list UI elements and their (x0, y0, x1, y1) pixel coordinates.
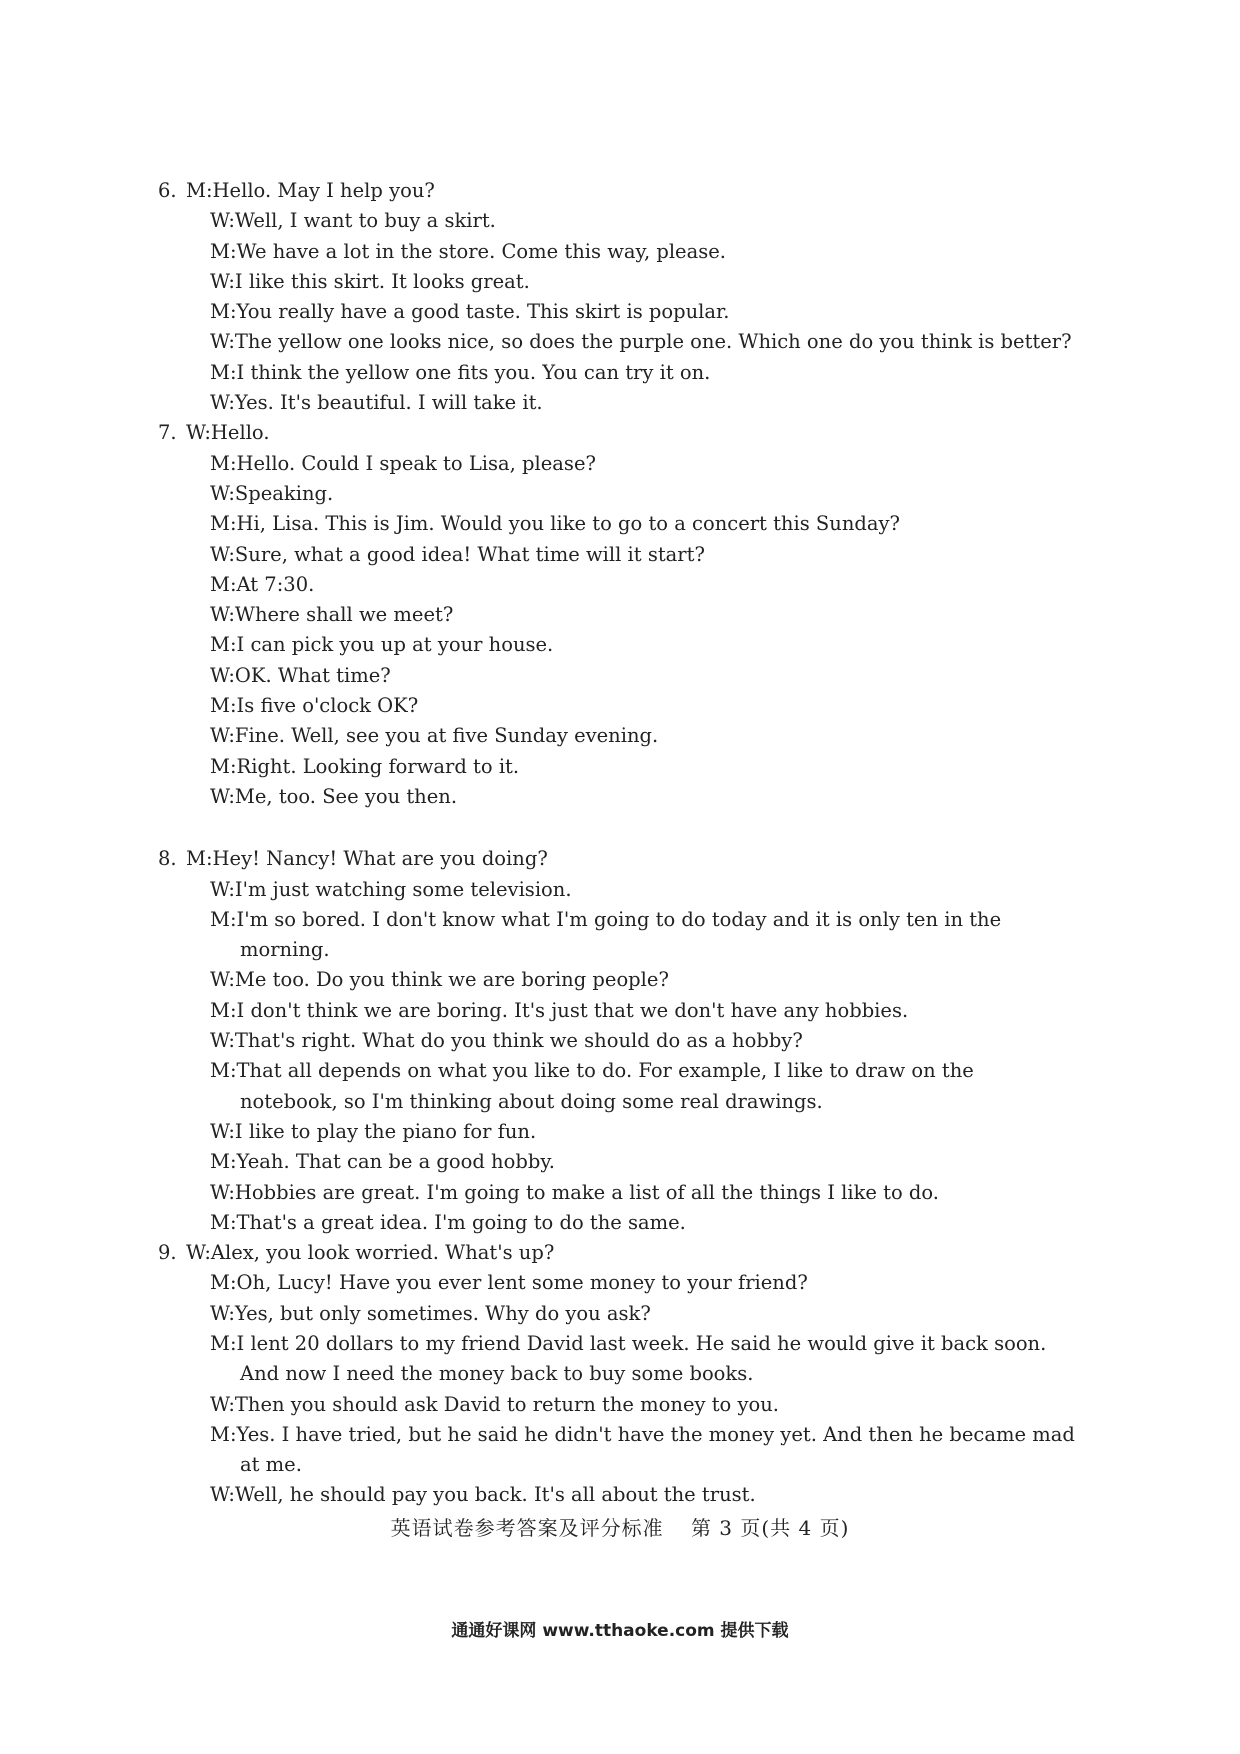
dialogue-line: M:I can pick you up at your house. (210, 633, 554, 657)
dialogue-line: W:Me too. Do you think we are boring people? (210, 968, 669, 992)
dialogue-line: M:You really have a good taste. This skirt is popular. (210, 300, 730, 324)
dialogue-line: M:Hello. Could I speak to Lisa, please? (210, 451, 596, 475)
dialogue-9 (158, 1238, 1075, 1511)
dialogue-line: M:Yeah. That can be a good hobby. (210, 1150, 555, 1174)
dialogue-line: 8. M:Hey! Nancy! What are you doing? (158, 844, 1028, 874)
dialogue-line: M:Is five o'clock OK? (210, 694, 419, 718)
dialogue-8 (158, 844, 1028, 1238)
dialogue-number: 6. (158, 179, 177, 202)
dialogue-line: W:OK. What time? (210, 663, 391, 687)
dialogue-line: W:I'm just watching some television. (210, 877, 572, 901)
dialogue-line: M:That's a great idea. I'm going to do the same. (210, 1210, 686, 1234)
dialogue-content (158, 176, 1075, 1511)
dialogue-line: M:Yes. I have tried, but he said he didn't have the money yet. And then he became mad (210, 1422, 1075, 1446)
dialogue-line: W:The yellow one looks nice, so does the purple one. Which one do you think is better? (210, 330, 1072, 354)
dialogue-line: M:At 7:30. (210, 572, 315, 596)
dialogue-line: W:Well, I want to buy a skirt. (210, 209, 496, 233)
dialogue-number: 9. (158, 1241, 177, 1265)
dialogue-line: W:Speaking. (210, 481, 334, 505)
dialogue-line: M:I'm so bored. I don't know what I'm going to do today and it is only ten in the (210, 907, 1002, 931)
dialogue-number: 8. (158, 847, 177, 871)
dialogue-line: M:I don't think we are boring. It's just that we don't have any hobbies. (210, 998, 909, 1022)
dialogue-line: W:Yes, but only sometimes. Why do you ask? (210, 1301, 651, 1325)
dialogue-line: W:Hobbies are great. I'm going to make a list of all the things I like to do. (210, 1180, 939, 1204)
dialogue-line: W:I like this skirt. It looks great. (210, 269, 530, 293)
page-footer (0, 1512, 1240, 1541)
dialogue-line-continuation: at me. (240, 1453, 302, 1477)
dialogue-7 (158, 418, 1028, 812)
section-gap (158, 812, 1028, 844)
dialogue-line: W:Sure, what a good idea! What time will it start? (210, 542, 705, 566)
dialogue-line: 9. W:Alex, you look worried. What's up? (158, 1238, 1028, 1268)
dialogue-line: W:Then you should ask David to return the money to you. (210, 1392, 779, 1416)
dialogue-line: M:We have a lot in the store. Come this way, please. (210, 239, 726, 263)
dialogue-line: M:Oh, Lucy! Have you ever lent some money to your friend? (210, 1271, 808, 1295)
dialogue-6 (158, 176, 1072, 418)
dialogue-line: W:Fine. Well, see you at five Sunday evening. (210, 724, 659, 748)
download-credit: 通通好课网 www.tthaoke.com 提供下载 (451, 1621, 789, 1641)
dialogue-line: 7. W:Hello. (158, 418, 1028, 448)
dialogue-line: M:Hi, Lisa. This is Jim. Would you like to go to a concert this Sunday? (210, 512, 900, 536)
dialogue-line: W:Yes. It's beautiful. I will take it. (210, 391, 543, 415)
dialogue-line-continuation: morning. (240, 938, 330, 962)
dialogue-line: M:I lent 20 dollars to my friend David last week. He said he would give it back soon. (210, 1331, 1047, 1355)
dialogue-line-continuation: And now I need the money back to buy some books. (240, 1362, 754, 1386)
dialogue-number: 7. (158, 421, 177, 445)
dialogue-line: M:I think the yellow one fits you. You can try it on. (210, 360, 711, 384)
dialogue-line: W:I like to play the piano for fun. (210, 1119, 537, 1143)
footer-page-number: 第 3 页(共 4 页) (690, 1516, 850, 1540)
dialogue-line: W:Where shall we meet? (210, 603, 454, 627)
dialogue-line: W:Well, he should pay you back. It's all about the trust. (210, 1483, 756, 1507)
dialogue-line: 6. M:Hello. May I help you? (158, 176, 1028, 206)
footer-title: 英语试卷参考答案及评分标准 (390, 1516, 664, 1540)
dialogue-line: W:Me, too. See you then. (210, 784, 458, 808)
dialogue-line: M:That all depends on what you like to do. For example, I like to draw on the (210, 1059, 974, 1083)
dialogue-line: W:That's right. What do you think we should do as a hobby? (210, 1029, 803, 1053)
dialogue-line-continuation: notebook, so I'm thinking about doing some real drawings. (240, 1089, 823, 1113)
dialogue-line: M:Right. Looking forward to it. (210, 754, 520, 778)
